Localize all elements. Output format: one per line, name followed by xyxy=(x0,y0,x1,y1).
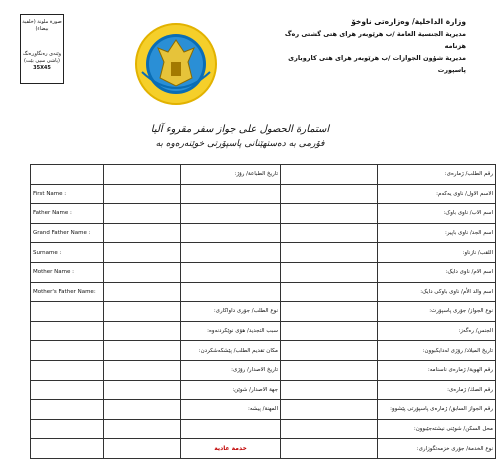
english-value-field[interactable] xyxy=(104,321,181,341)
left-arabic-label: خدمة عادية xyxy=(181,439,281,459)
right-value-field[interactable] xyxy=(281,380,378,400)
form-row xyxy=(31,243,496,263)
english-label: Surname : xyxy=(31,243,104,263)
form-row xyxy=(31,400,496,420)
english-label xyxy=(31,380,104,400)
english-label xyxy=(31,165,104,185)
english-label xyxy=(31,360,104,380)
english-value-field[interactable] xyxy=(104,380,181,400)
right-arabic-label: نوع الجواز/ جۆری پاسپۆرت: xyxy=(378,302,496,322)
left-arabic-label xyxy=(181,184,281,204)
form-title-arabic: استمارة الحصول على جواز سفر مقروء آليا xyxy=(150,124,330,135)
right-value-field[interactable] xyxy=(281,302,378,322)
passports-directorate-name: مديرية شؤون الجوازات /ب هرێوبەر هرای هتی کاروباری پاسپورت xyxy=(288,54,466,74)
right-value-field[interactable] xyxy=(281,321,378,341)
right-arabic-label: رقم الطلب/ ژمارەی: xyxy=(378,165,496,185)
left-arabic-label: تاريخ الطباعة/ رۆژ: xyxy=(181,165,281,185)
english-label xyxy=(31,400,104,420)
form-row xyxy=(31,223,496,243)
form-row xyxy=(31,439,496,459)
english-label xyxy=(31,419,104,439)
form-row xyxy=(31,380,496,400)
english-label: Father Name : xyxy=(31,204,104,224)
right-value-field[interactable] xyxy=(281,439,378,459)
left-arabic-label: مكان تقديم الطلب/ پێشکەشکردن: xyxy=(181,341,281,361)
form-row xyxy=(31,165,496,185)
left-arabic-label xyxy=(181,419,281,439)
right-arabic-label: رقم الجواز السابق/ ژمارەی پاسپۆرتی پێشوو: xyxy=(378,400,496,420)
english-value-field[interactable] xyxy=(104,341,181,361)
photo-box xyxy=(20,14,64,84)
form-row xyxy=(31,282,496,302)
english-value-field[interactable] xyxy=(104,165,181,185)
english-value-field[interactable] xyxy=(104,439,181,459)
english-label xyxy=(31,439,104,459)
right-value-field[interactable] xyxy=(281,400,378,420)
right-value-field[interactable] xyxy=(281,204,378,224)
left-arabic-label: نوع الطلب/ جۆری داواکاری: xyxy=(181,302,281,322)
form-title-kurdish: فۆرمی بە دەستهێنانی پاسپۆرتی خوێنەرەوە بە xyxy=(155,139,325,149)
right-value-field[interactable] xyxy=(281,341,378,361)
application-form-table xyxy=(30,164,496,459)
right-arabic-label: اللقب/ نازناو: xyxy=(378,243,496,263)
right-arabic-label: اسم الام/ ناوی دایک: xyxy=(378,262,496,282)
right-value-field[interactable] xyxy=(281,184,378,204)
right-value-field[interactable] xyxy=(281,165,378,185)
english-label: Grand Father Name : xyxy=(31,223,104,243)
english-value-field[interactable] xyxy=(104,419,181,439)
form-row xyxy=(31,360,496,380)
left-arabic-label xyxy=(181,243,281,263)
english-value-field[interactable] xyxy=(104,400,181,420)
directorate-name: مديرية الجنسية العامة /ب هرێوبەر هرای هتی گشتی رەگ هزنامە xyxy=(284,30,466,50)
right-value-field[interactable] xyxy=(281,223,378,243)
left-arabic-label xyxy=(181,223,281,243)
english-value-field[interactable] xyxy=(104,282,181,302)
english-value-field[interactable] xyxy=(104,243,181,263)
right-arabic-label: الاسم الاول/ ناوی یەکەم: xyxy=(378,184,496,204)
ministry-seal-icon xyxy=(134,22,218,106)
english-value-field[interactable] xyxy=(104,184,181,204)
photo-top-label: صورة ملونة (خلفية بيضاء) xyxy=(22,19,62,32)
right-value-field[interactable] xyxy=(281,282,378,302)
left-arabic-label xyxy=(181,262,281,282)
right-arabic-label: محل السكن/ شوێنی نیشتەجێبوون: xyxy=(378,419,496,439)
right-arabic-label: تاريخ الميلاد/ رۆژی لەدایکبوون: xyxy=(378,341,496,361)
form-row xyxy=(31,341,496,361)
left-arabic-label: سبب التجديد/ هۆی نوێکردنەوە: xyxy=(181,321,281,341)
left-arabic-label: جهة الاصدار/ شوێن: xyxy=(181,380,281,400)
english-value-field[interactable] xyxy=(104,262,181,282)
form-row xyxy=(31,321,496,341)
right-arabic-label: الجنس/ رەگەز: xyxy=(378,321,496,341)
ministry-header xyxy=(266,16,466,76)
right-arabic-label: اسم والد الأم/ ناوی باوکی دایک: xyxy=(378,282,496,302)
photo-size: 35X45 xyxy=(33,65,51,71)
right-value-field[interactable] xyxy=(281,419,378,439)
right-arabic-label: رقم الهوية/ ژمارەی ناسنامە: xyxy=(378,360,496,380)
form-row xyxy=(31,419,496,439)
right-value-field[interactable] xyxy=(281,243,378,263)
english-label: First Name : xyxy=(31,184,104,204)
right-value-field[interactable] xyxy=(281,262,378,282)
form-row xyxy=(31,184,496,204)
left-arabic-label: تاريخ الاصدار/ رۆژی: xyxy=(181,360,281,380)
english-value-field[interactable] xyxy=(104,204,181,224)
left-arabic-label xyxy=(181,282,281,302)
english-label: Mother Name : xyxy=(31,262,104,282)
english-label xyxy=(31,302,104,322)
english-value-field[interactable] xyxy=(104,302,181,322)
english-label xyxy=(31,341,104,361)
left-arabic-label: المهنة/ پیشە: xyxy=(181,400,281,420)
right-arabic-label: اسم الجد/ ناوی باپیر: xyxy=(378,223,496,243)
ministry-name: وزارة الداخلية/ وەزارەتی ناوخۆ xyxy=(351,17,466,26)
english-label: Mother's Father Name: xyxy=(31,282,104,302)
form-row xyxy=(31,262,496,282)
right-arabic-label: رقم الصك/ ژمارەی: xyxy=(378,380,496,400)
right-arabic-label: نوع الخدمة/ جۆری خزمەتگوزاری: xyxy=(378,439,496,459)
form-row xyxy=(31,302,496,322)
right-arabic-label: اسم الاب/ ناوی باوک: xyxy=(378,204,496,224)
english-value-field[interactable] xyxy=(104,223,181,243)
left-arabic-label xyxy=(181,204,281,224)
english-label xyxy=(31,321,104,341)
english-value-field[interactable] xyxy=(104,360,181,380)
right-value-field[interactable] xyxy=(281,360,378,380)
photo-bottom-label: وێنەی رەنگاوڕەنگ (پاشی سپی بێت) xyxy=(22,51,62,64)
form-row xyxy=(31,204,496,224)
